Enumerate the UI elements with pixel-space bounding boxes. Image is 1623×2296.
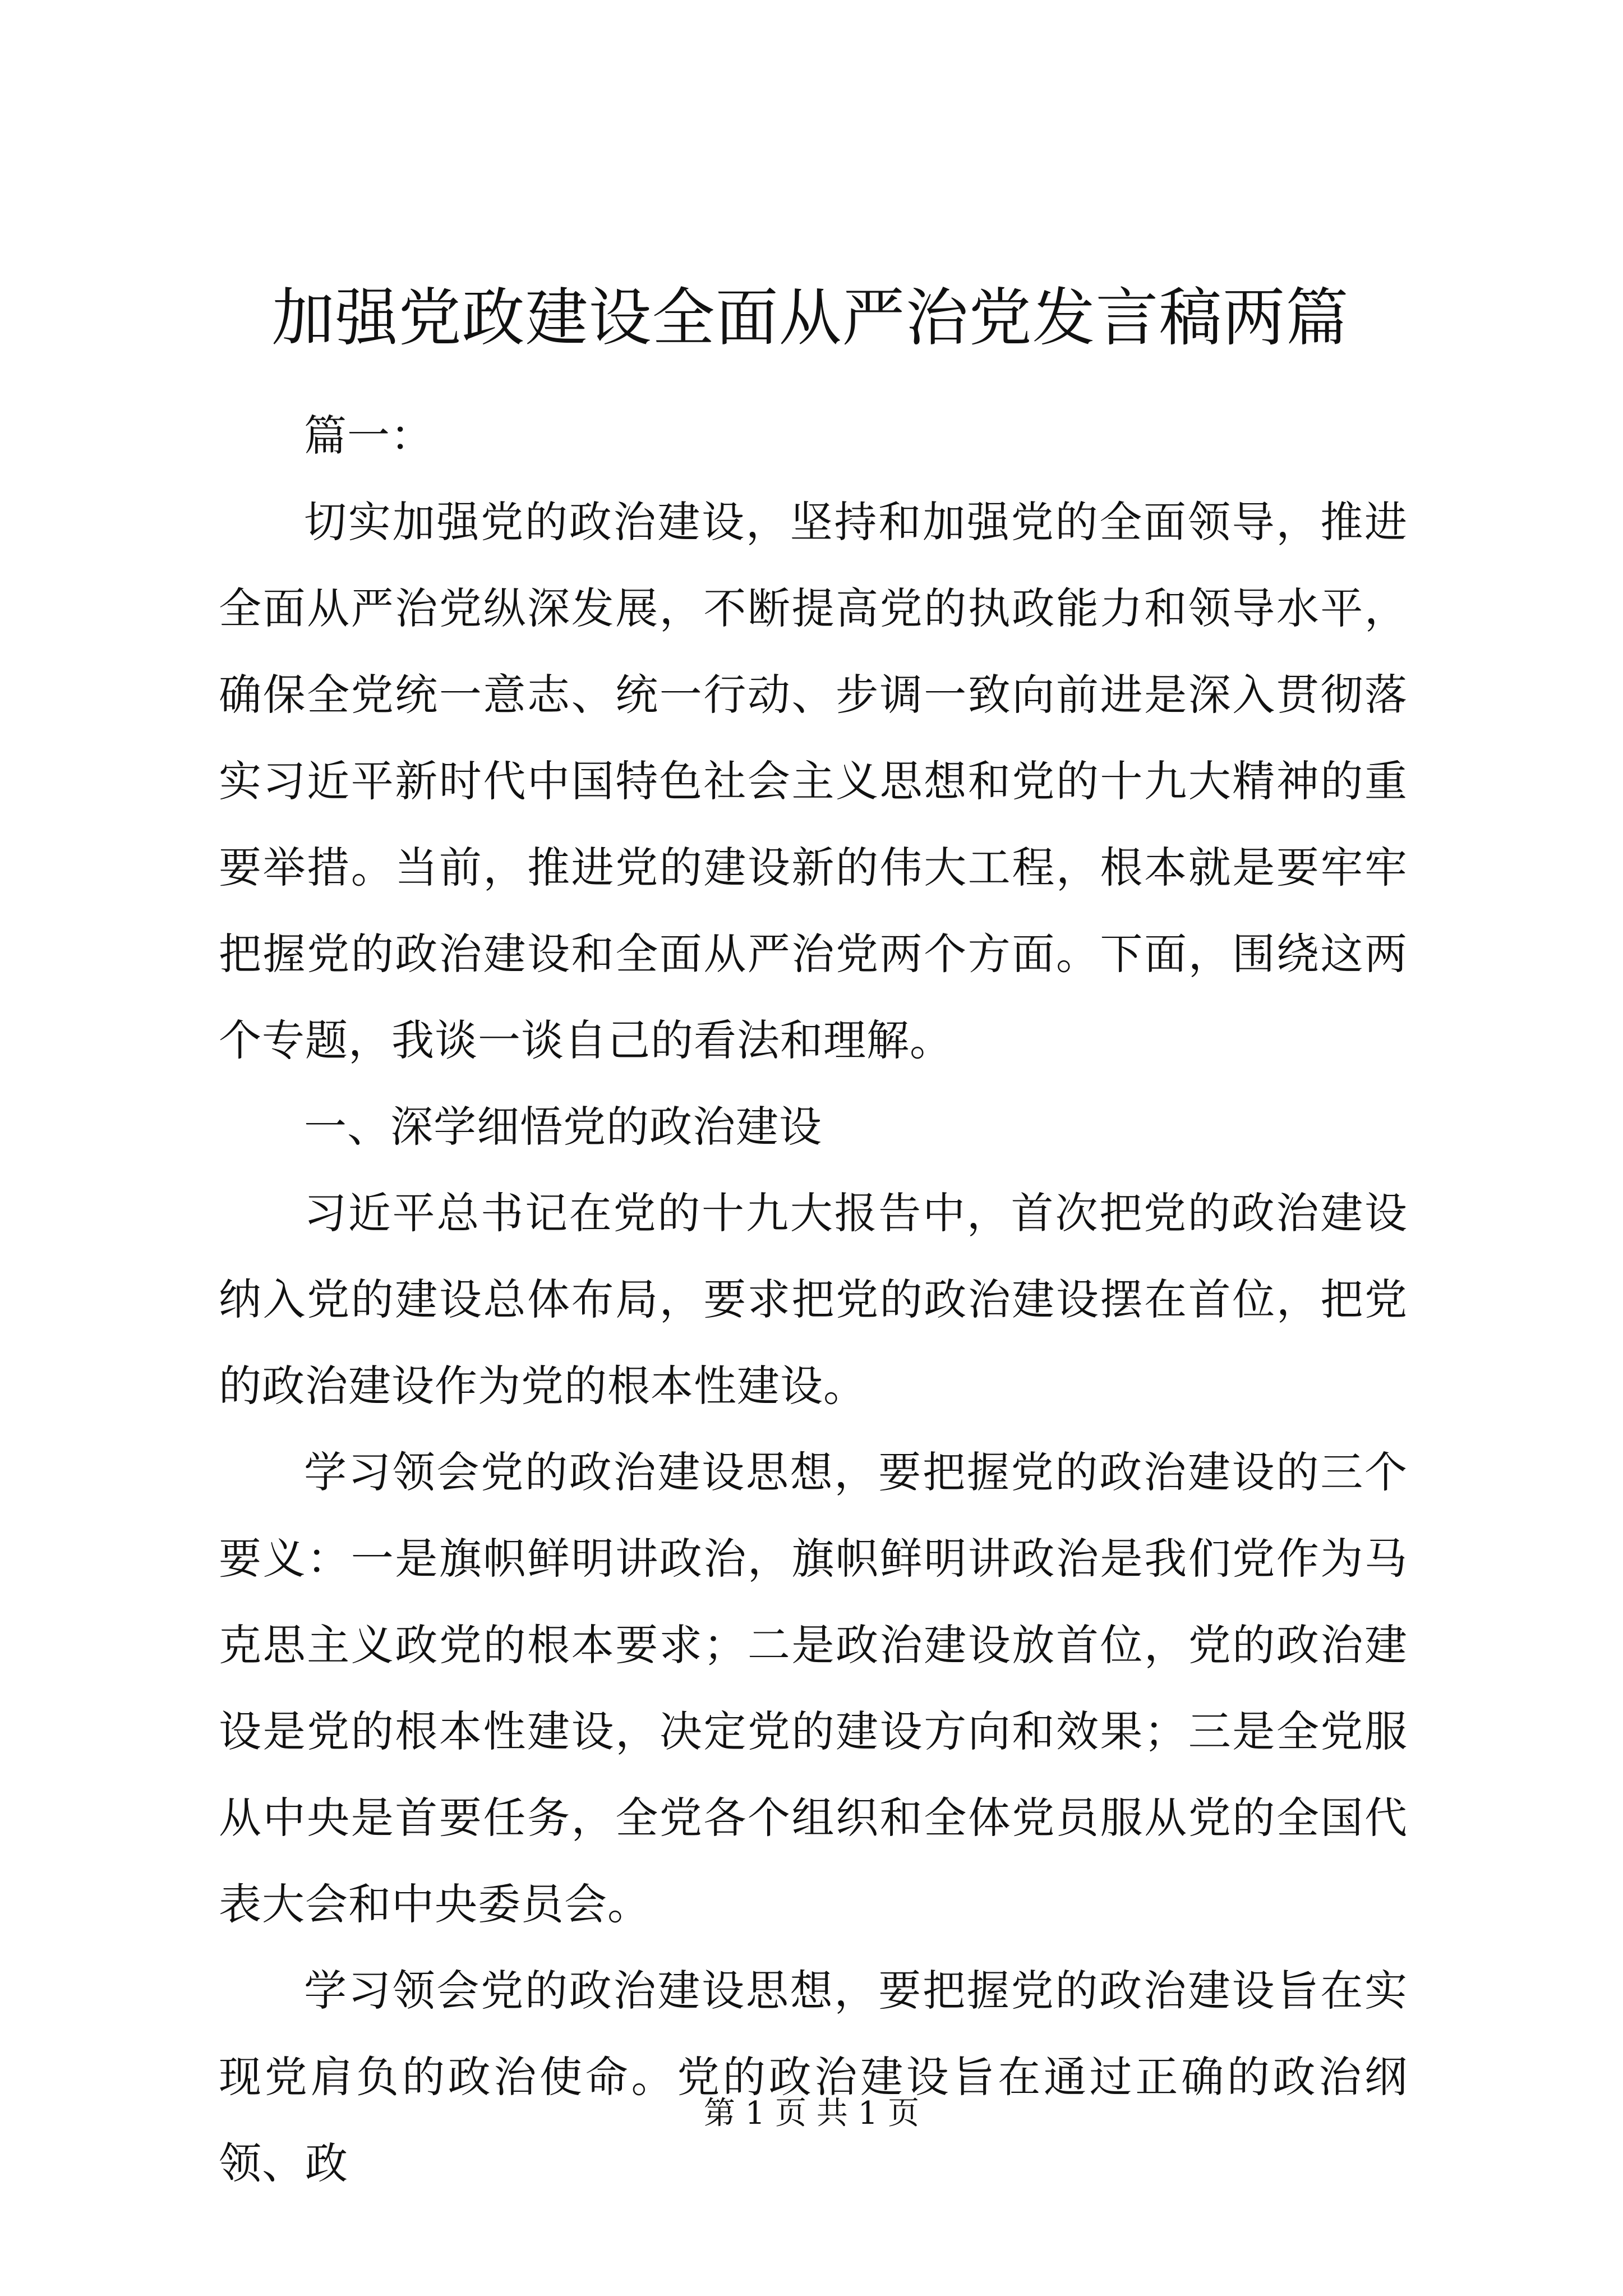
section-label: 篇一： — [304, 411, 434, 461]
document-title: 加强党政建设全面从严治党发言稿两篇 — [271, 282, 1349, 355]
page-number-label: 第 1 页 共 1 页 — [703, 2095, 920, 2132]
paragraph: 切实加强党的政治建设，坚持和加强党的全面领导，推进全面从严治党纵深发展，不断提高党的执政能力和领导水平，确保全党统一意志、统一行动、步调一致向前进是深入贯彻落实习近平新时代中国特色社会主义思想和党的十九大精神的重要举措。当前，推进党的建设新的伟大工程，根本就是要牢牢把握党的政治建设和全面从严治党两个方面。下面，围绕这两个专题，我谈一谈自己的看法和理解。 — [219, 497, 1408, 1065]
document-body — [219, 393, 1408, 2207]
section-heading: 一、深学细悟党的政治建设 — [304, 1102, 822, 1152]
page-footer — [0, 2091, 1623, 2136]
paragraph: 学习领会党的政治建设思想，要把握党的政治建设旨在实现党肩负的政治使命。党的政治建设旨在通过正确的政治纲领、政 — [219, 1966, 1408, 2188]
paragraph: 习近平总书记在党的十九大报告中，首次把党的政治建设纳入党的建设总体布局，要求把党的政治建设摆在首位，把党的政治建设作为党的根本性建设。 — [219, 1188, 1408, 1411]
paragraph: 学习领会党的政治建设思想，要把握党的政治建设的三个要义：一是旗帜鲜明讲政治，旗帜鲜明讲政治是我们党作为马克思主义政党的根本要求；二是政治建设放首位，党的政治建设是党的根本性建设，决定党的建设方向和效果；三是全党服从中央是首要任务，全党各个组织和全体党员服从党的全国代表大会和中央委员会。 — [219, 1447, 1408, 1929]
